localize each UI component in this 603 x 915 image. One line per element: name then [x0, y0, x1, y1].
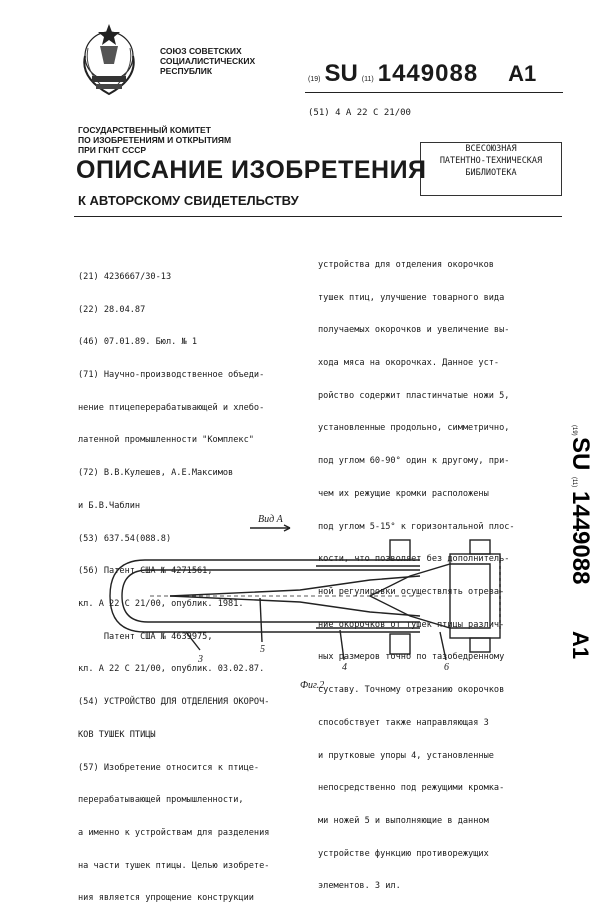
- patent-number: 1449088: [377, 60, 479, 87]
- side-kind-code: A1: [568, 631, 593, 660]
- side-code-19: (19): [571, 425, 577, 436]
- callout-5: 5: [260, 644, 265, 655]
- abstract-column: устройства для отделения окорочков тушек птиц, улучшение товарного вида получаемых окорочков и увеличение вы- хода мяса на окорочках. Данное уст- ройство содержит пластинчатые ножи 5, установленные продольно, симметрично, под углом 60-90° один к другому, при- чем их режущие кромки расположены под углом 5-15° к горизонтальной плос- кости, что позволяет без дополнитель- ной регулировки осуществлять отреза- ние окорочков от тушек птицы различ- ных размеров точно по тазобедренному суставу. Точному отрезанию окорочков способствует также направляющая 3 и прутковые упоры 4, установленные непосредственно под режущими кромка- ми ножей 5 и выполняющие в данном устройстве функцию противорежущих элементов. 3 ил.: [318, 259, 515, 892]
- callout-3: 3: [198, 654, 203, 665]
- ipc-classification: (51) 4 A 22 C 21/00: [308, 108, 411, 118]
- patent-number-line: (19) SU (11) 1449088 A1: [308, 60, 537, 87]
- side-code-11: (11): [571, 477, 577, 488]
- bibliographic-column: (21) 4236667/30-13 (22) 28.04.87 (46) 07.01.89. Бюл. № 1 (71) Научно-производственное объеди- нение птицеперерабатывающей и хлебо- латенной промышленности "Комплекс" (72) В.В.Кулешев, А.Е.Максимов и Б.В.Чаблин (53) 637.54(088.8) (56) Патент США № 4271561, кл. А 22 С 21/00, опублик. 1981. Патент США № 4639975, кл. А 22 С 21/00, опублик. 03.02.87. (54) УСТРОЙСТВО ДЛЯ ОТДЕЛЕНИЯ ОКОРОЧ- КОВ ТУШЕК ПТИЦЫ (57) Изобретение относится к птице- перерабатывающей промышленности, а именно к устройствам для разделения на части тушек птицы. Целью изобрете- ния является упрощение конструкции: [78, 271, 270, 904]
- document-title: ОПИСАНИЕ ИЗОБРЕТЕНИЯ: [76, 156, 427, 184]
- side-country-code: SU: [567, 437, 594, 471]
- ussr-emblem-icon: [70, 18, 148, 98]
- document-subtitle: К АВТОРСКОМУ СВИДЕТЕЛЬСТВУ: [78, 193, 299, 208]
- callout-4: 4: [342, 662, 347, 673]
- side-patent-digits: 1449088: [567, 491, 594, 585]
- committee-name: ГОСУДАРСТВЕННЫЙ КОМИТЕТ ПО ИЗОБРЕТЕНИЯМ И ОТКРЫТИЯМ ПРИ ГКНТ СССР: [78, 125, 232, 155]
- kind-code: A1: [508, 61, 537, 86]
- side-patent-number: [545, 425, 594, 685]
- divider: [74, 216, 562, 217]
- state-name: СОЮЗ СОВЕТСКИХ СОЦИАЛИСТИЧЕСКИХ РЕСПУБЛИК: [160, 46, 256, 76]
- country-code: SU: [324, 60, 358, 87]
- library-stamp: ВСЕСОЮЗНАЯ ПАТЕНТНО-ТЕХНИЧЕСКАЯ БИБЛИОТЕКА: [420, 142, 562, 196]
- callout-6: 6: [444, 662, 449, 673]
- view-label: Вид А: [258, 514, 283, 525]
- figure-caption: Фиг.2: [300, 680, 325, 691]
- divider: [305, 92, 563, 93]
